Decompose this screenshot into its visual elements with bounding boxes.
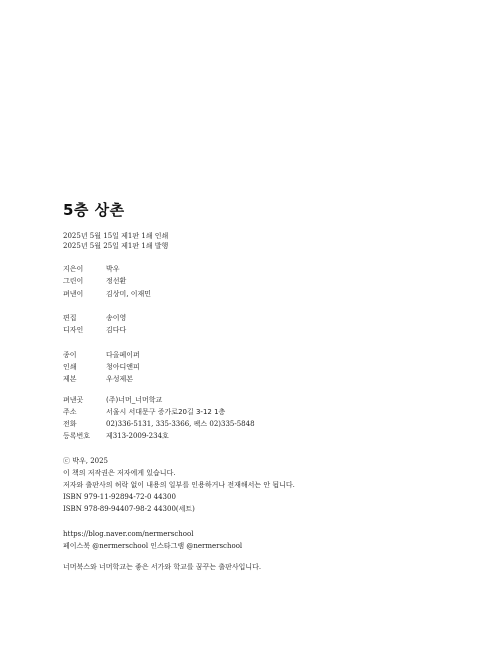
production-value-print: 청아디앤피 [106, 363, 140, 371]
first-publish-date: 2025년 5월 25일 제1판 1쇄 발행 [63, 242, 169, 250]
publisher-value-phone: 02)336-5131, 335-3366, 팩스 02)335-5848 [106, 420, 255, 428]
production-label-print: 인쇄 [63, 363, 77, 371]
publisher-label-address: 주소 [63, 408, 77, 416]
social-handles: 페이스북 @nermerschool 인스타그램 @nermerschool [63, 542, 243, 550]
production-value-binding: 우성제본 [106, 375, 134, 383]
editorial-label-design: 디자인 [63, 326, 84, 334]
publisher-label-phone: 전화 [63, 420, 77, 428]
credit-label-publisher-person: 펴낸이 [63, 290, 84, 298]
book-title: 5층 상촌 [63, 201, 125, 219]
production-label-binding: 제본 [63, 375, 77, 383]
editorial-label-editor: 편집 [63, 314, 77, 322]
copyright-permission: 저자와 출판사의 허락 없이 내용의 일부를 인용하거나 전재해서는 안 됩니다. [63, 481, 295, 489]
publisher-value-name: (주)너머_너머학교 [106, 396, 163, 404]
production-value-paper: 다올페이퍼 [106, 351, 140, 359]
publisher-value-address: 서울시 서대문구 증가로20길 3-12 1층 [106, 408, 226, 416]
credit-value-author: 박우 [106, 265, 120, 273]
credit-value-publisher-person: 김상미, 이재민 [106, 290, 152, 298]
publisher-label-registration: 등록번호 [63, 432, 91, 440]
isbn-set: ISBN 978-89-94407-98-2 44300(세트) [63, 505, 195, 513]
credit-label-author: 지은이 [63, 265, 84, 273]
copyright-notice: 이 책의 저작권은 저자에게 있습니다. [63, 469, 176, 477]
credit-value-illustrator: 정선환 [106, 277, 127, 285]
editorial-value-design: 김다다 [106, 326, 127, 334]
production-label-paper: 종이 [63, 351, 77, 359]
editorial-value-editor: 송이영 [106, 314, 127, 322]
copyright-holder: ⓒ 박우, 2025 [63, 457, 109, 465]
isbn-volume: ISBN 979-11-92894-72-0 44300 [63, 493, 176, 501]
blog-link[interactable]: https://blog.naver.com/nermerschool [63, 530, 194, 538]
publisher-tagline: 너머북스와 너머학교는 좋은 서가와 학교를 꿈꾸는 출판사입니다. [63, 563, 262, 571]
publisher-label-name: 펴낸곳 [63, 396, 84, 404]
publisher-value-registration: 제313-2009-234호 [106, 432, 169, 440]
first-print-date: 2025년 5월 15일 제1판 1쇄 인쇄 [63, 232, 169, 240]
credit-label-illustrator: 그린이 [63, 277, 84, 285]
